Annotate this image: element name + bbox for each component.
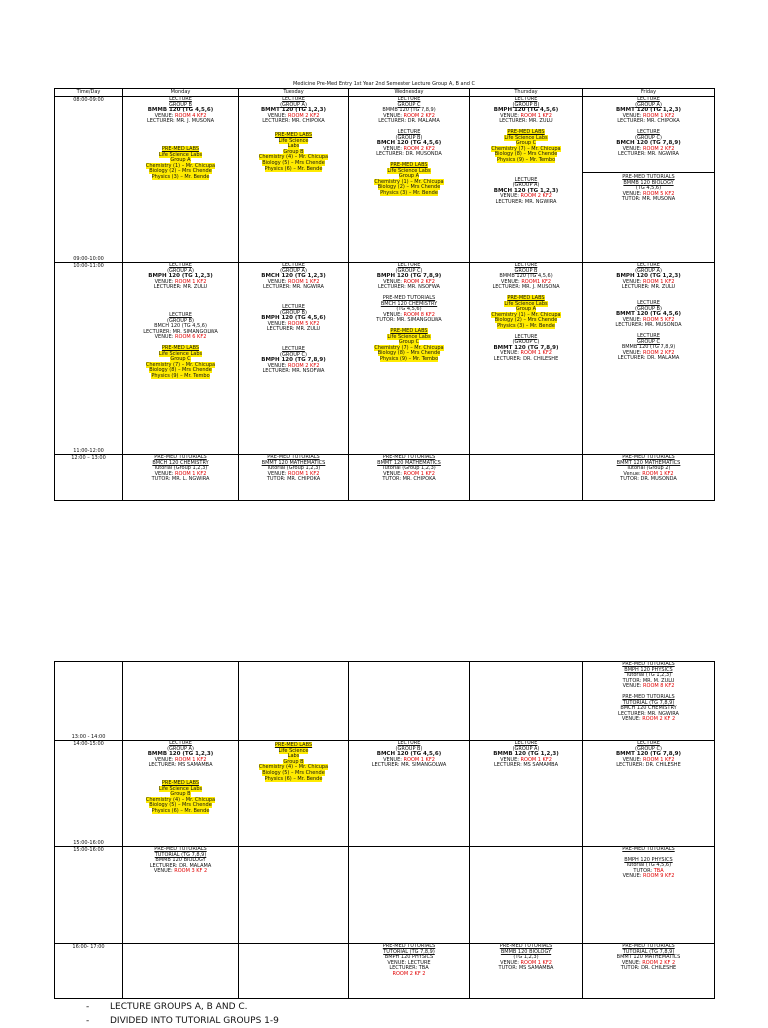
cell-thu-t2r3 [470,847,583,944]
timetable-title: Medicine Pre-Med Entry 1st Year 2nd Semester Lecture Group A, B and C [292,81,475,87]
header-friday: Friday [583,89,715,97]
cell-mon-r1: LECTURE GROUP B BMMB 120 (TG 4,5,6) VENUE: ROOM 4 KF2 LECTURER: MR. J. MUSONA PRE-MED LABS Life Science Labs Group A Chemistry (1) – Mr. Chicupa Biology (2) – Mrs Chende Physics (3) – Mr. Bende [123,97,239,263]
cell-fri-t2r1: PRE-MED TUTORIALS BMPH 120 PHYSICS Tutorial (TG 1,2,3) TUTOR: MR. M. ZULU VENUE: ROOM 8 KF2 PRE-MED TUTORIALS TUTORIAL (TG 7,8,9) BMCH 120 CHEMISTRY LECTURER: MR. NGWIRA VENUE: ROOM 2 KF 2 [583,662,715,741]
cell-mon-t2r2: LECTURE (GROUP A) BMMB 120 (TG 1,2,3) VENUE: ROOM 1 KF2 LECTURER: MS SAMAMBA PRE-MED LABS Life Science Labs Group B Chemistry (4) – Mr. Chicupa Biology (5) – Mrs Chende Physics (6) – Mr. Bende [123,741,239,847]
note-item: - DIVIDED INTO TUTORIAL GROUPS 1-9 [86,1014,279,1028]
cell-mon-t2r3: PRE-MED TUTORIALS TUTORIAL (TG 7,8,9) BMMB 120 BIOLOGY LECTURER: DR. MALAMA VENUE: ROOM 3 KF 2 [123,847,239,944]
time-slot: 14:00-15:00 15:00-16:00 [55,741,123,847]
cell-wed-t2r2: LECTURE (GROUP B) BMCH 120 (TG 4,5,6) VENUE: ROOM 1 KF2 LECTURER: MR. SIMANGOLWA [349,741,470,847]
cell-wed-t2r3 [349,847,470,944]
cell-thu-t2r2: LECTURE (GROUP A) BMMB 120 (TG 1,2,3) VENUE: ROOM 1 KF2 LECTURER: MS SAMAMBA [470,741,583,847]
cell-fri-t2r2: LECTURE (GROUP C) BMMT 120 (TG 7,8,9) VENUE: ROOM 1 KF2 LECTURER: DR. CHILESHE [583,741,715,847]
timetable-top [54,88,715,501]
cell-tue-t2r1 [239,662,349,741]
cell-tue-r2: LECTURE (GROUP A) BMCH 120 (TG 1,2,3) VENUE: ROOM 1 KF2 LECTURER: MR. NGWIRA LECTURE (GROUP B) BMPH 120 (TG 4,5,6) VENUE: ROOM 5 KF2 LECTURER: MR. ZULU LECTURE (GROUP C) BMPH 120 (TG 7,8,9) VENUE: ROOM 2 KF2 LECTURER: MR. NSOFWA [239,263,349,455]
cell-tue-t2r3 [239,847,349,944]
note-item: - LECTURE GROUPS A, B AND C. [86,1000,279,1014]
time-slot: 12:00 – 13:00 [55,455,123,501]
cell-tue-t2r2: PRE-MED LABS Life Science Labs Group B Chemistry (4) – Mr. Chicupa Biology (5) – Mrs Chende Physics (6) – Mr. Bende [239,741,349,847]
cell-mon-r2: LECTURE (GROUP A) BMPH 120 (TG 1,2,3) VENUE: ROOM 1 KF2 LECTURER: MR. ZULU LECTURE (GROUP B) BMCH 120 (TG 4,5,6) LECTURER: MR. SIMANGOLWA VENUE: ROOM 6 KF2 PRE-MED LABS Life Science Labs Group C Chemistry (7) – Mr. Chicupa Biology (8) – Mrs Chende Physics (9) – Mr. Tembo [123,263,239,455]
cell-fri-r2: LECTURE (GROUP A) BMPH 120 (TG 1,2,3) VENUE: ROOM 1 KF2 LECTURER: MR. ZULU LECTURE (GROUP B) BMMT 120 (TG 4,5,6) VENUE: ROOM 5 KF2 LECTURER: MR. MUSONDA LECTURE GROUP C BMMB 120 (TG 7,8,9) VENUE: ROOM 2 KF2 LECTURER: DR. MALAMA [583,263,715,455]
time-slot: 10:00-11:00 11:00-12:00 [55,263,123,455]
cell-tue-r3: PRE-MED TUTORIALS BMMT 120 MATHEMATICS Tutorial (Group 1,2,3) VENUE: ROOM 1 KF2 TUTOR: MR. CHIPOKA [239,455,349,501]
timetable-bottom [54,661,715,999]
cell-thu-t2r4: PRE-MED TUTORIALS BMMB 120 BIOLOGY (TG 1,2,3) VENUE: ROOM 1 KF2 TUTOR: MS SAMAMBA [470,944,583,999]
cell-mon-t2r4 [123,944,239,999]
time-slot: 16:00- 17:00 [55,944,123,999]
cell-fri-r1: LECTURE (GROUP A) BMMT 120 (TG 1,2,3) VENUE: ROOM 1 KF2 LECTURER: MR. CHIPOKA LECTURE (GROUP C) BMCH 120 (TG 7,8,9) VENUE: ROOM 2 KF2 LECTURER: MR. NGWIRA PRE-MED TUTORIALS BMMB 120 BIOLOGY (TG 4,5,6) VENUE: ROOM 5 KF2 TUTOR: MR. MUSONA [583,97,715,263]
cell-mon-r3: PRE-MED TUTORIALS BMCH 120 CHEMISTRY Tutorial (Group 1,2,3) VENUE: ROOM 1 KF2 TUTOR: MR. L. NGWIRA [123,455,239,501]
header-time: Time/Day [55,89,123,97]
cell-thu-r3 [470,455,583,501]
cell-thu-r1: LECTURE (GROUP B) BMPH 120 (TG 4,5,6) VENUE: ROOM 1 KF2 LECTURER: MR. ZULU PRE-MED LABS Life Science Labs Group C Chemistry (7) – Mr. Chicupa Biology (8) – Mrs Chende Physics (9) – Mr. Tembo LECTURE (GROUP A) BMCH 120 (TG 1,2,3) VENUE: ROOM 2 KF2 LECTURER: MR. NGWIRA [470,97,583,263]
cell-fri-t2r3: PRE-MED TUTORIALS BMPH 120 PHYSICS Tutorial (TG 4,5,6) TUTOR: TBA VENUE: ROOM 9 KF2 [583,847,715,944]
cell-tue-r1: LECTURE (GROUP A) BMMT 120 (TG 1,2,3) VENUE: ROOM 2 KF2 LECTURER: MR. CHIPOKA PRE-MED LABS Life Science Labs Group B Chemistry (4) – Mr. Chicupa Biology (5) – Mrs Chende Physics (6) – Mr. Bende [239,97,349,263]
time-slot: 13:00 - 14:00 [55,662,123,741]
cell-fri-t2r4: PRE-MED TUTORIALS TUTORIAL (TG 7,8,9) BMMT 120 MATHEMATICS VENUE: ROOM 2 KF 2 TUTOR: DR. CHILESHE [583,944,715,999]
time-slot: 15:00-16:00 [55,847,123,944]
cell-wed-r1: LECTURE GROUP C BMMB 120 (TG 7,8,9) VENUE: ROOM 2 KF2 LECTURER: DR. MALAMA LECTURE (GROUP B) BMCH 120 (TG 4,5,6) VENUE: ROOM 2 KF2 LECTURER: DR. MUSONDA PRE-MED LABS Life Science Labs Group A Chemistry (1) – Mr. Chicupa Biology (2) – Mrs Chende Physics (3) – Mr. Bende [349,97,470,263]
cell-thu-r2: LECTURE GROUP B BMMB 120 (TG 4,5,6) VENUE: ROOM1 KF2 LECTURER: MR. J. MUSONA PRE-MED LABS Life Science Labs Group A Chemistry (1) – Mr. Chicupa Biology (2) – Mrs Chende Physics (3) – Mr. Bende LECTURE (GROUP C) BMMT 120 (TG 7,8,9) VENUE: ROOM 1 KF2 LECTURER: DR. CHILESHE [470,263,583,455]
cell-wed-t2r1 [349,662,470,741]
header-wednesday: Wednesday [349,89,470,97]
header-tuesday: Tuesday [239,89,349,97]
cell-mon-t2r1 [123,662,239,741]
cell-thu-t2r1 [470,662,583,741]
cell-wed-r3: PRE-MED TUTORIALS BMMT 120 MATHEMATICS Tutorial (Group 1,2,3) VENUE: ROOM 1 KF2 TUTOR: MR. CHIPOKA [349,455,470,501]
cell-fri-r3: PRE-MED TUTORIALS BMMT 120 MATHEMATICS Tutorial (Group 2) Venue: ROOM 1 KF2 TUTOR: DR. MUSONDA [583,455,715,501]
time-slot: 08:00-09:00 09:00-10:00 [55,97,123,263]
header-thursday: Thursday [470,89,583,97]
cell-wed-r2: LECTURE (GROUP C) BMPH 120 (TG 7,8,9) VENUE: ROOM 2 KF2 LECTURER: MR. NSOFWA PRE-MED TUTORIALS BMCH 120 CHEMISTRY (TG 4,5,6) VENUE: ROOM 8 KF2 TUTOR: MR. SIMANGOLWA PRE-MED LABS Life Science Labs Group C Chemistry (7) – Mr. Chicupa Biology (8) – Mrs Chende Physics (9) – Mr. Tembo [349,263,470,455]
cell-wed-t2r4: PRE-MED TUTORIALS TUTORIAL (TG 7,8,9) BMPH 120 PHYSICS VENUE: LECTURE LECTURER: TBA ROOM 2 KF 2 [349,944,470,999]
cell-tue-t2r4 [239,944,349,999]
header-monday: Monday [123,89,239,97]
